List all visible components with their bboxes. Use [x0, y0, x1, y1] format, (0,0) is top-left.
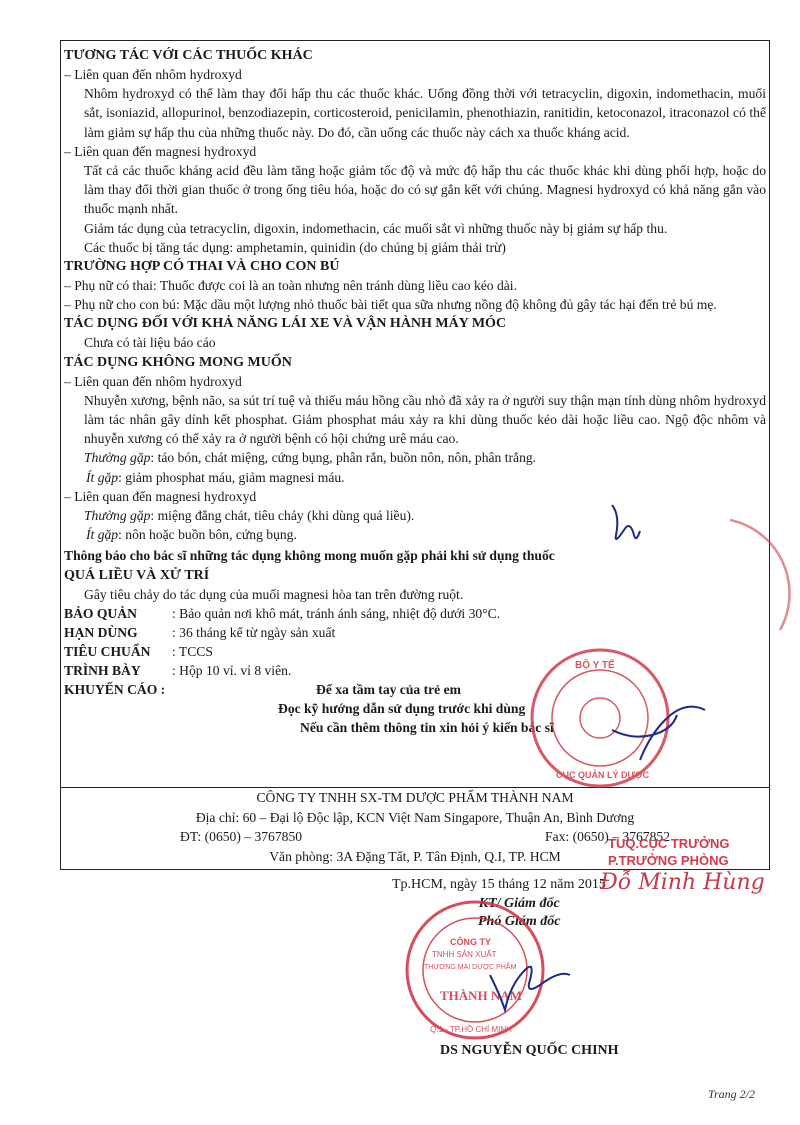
text-common: : miệng đắng chát, tiêu chảy (khi dùng quá liều).: [150, 508, 415, 524]
info-packaging: [64, 661, 766, 680]
interactions-mg-text2: Giảm tác dụng của tetracyclin, digoxin, indomethacin, các muối sắt vì những thuốc này bị giảm sự hấp thu.: [84, 220, 668, 236]
interactions-mg-text1: Tất cả các thuốc kháng acid đều làm tăng hoặc giảm tốc độ và mức độ hấp thu các thuốc khác khi dùng phối hợp, hoặc do làm thay đổi thời gian thuốc ở trong ống tiêu hóa, hoặc do có sự gắn kết với chúng. Magnesi hydroxyd có khả năng gắn vào thuốc mạnh nhất.: [84, 163, 766, 217]
company-phone: ĐT: (0650) – 3767850: [180, 829, 303, 844]
info-key: BẢO QUẢN: [64, 605, 137, 621]
side-effects-al-common: [64, 448, 766, 467]
label-common: Thường gặp: [84, 508, 151, 524]
info-storage: [64, 604, 766, 623]
label-rare: Ít gặp: [86, 469, 119, 485]
info-standard: [64, 642, 766, 661]
company-stamp-line3: THƯƠNG MẠI DƯỢC PHẨM: [424, 964, 517, 971]
ministry-stamp-bottom: CỤC QUẢN LÝ DƯỢC: [556, 770, 650, 780]
side-effects-al-rare: [64, 468, 766, 487]
warning-line2: Đọc kỹ hướng dẫn sử dụng trước khi dùng: [278, 700, 526, 716]
interactions-al-text: Nhôm hydroxyd có thể làm thay đổi hấp thu các thuốc khác. Uống đồng thời với tetracyclin, digoxin, indomethacin, muối sắt, isoniazid, allopurinol, benzodiazepin, corticosteroid, penicilamin, phenothiazin, ranitidin, ketoconazol, itraconazol có thể làm giảm sự hấp thu của những thuốc này. Do đó, cần uống các thuốc này cách xa thuốc kháng acid.: [84, 86, 766, 140]
interactions-mg-text3: Các thuốc bị tăng tác dụng: amphetamin, quinidin (do chúng bị giảm thải trừ): [84, 239, 506, 255]
department-signature: Đỗ Minh Hùng: [600, 870, 765, 895]
text-rare: : giảm phosphat máu, giảm magnesi máu.: [118, 469, 345, 485]
signer-name: DS NGUYỄN QUỐC CHINH: [440, 1043, 619, 1058]
department-stamp-line2: P.TRƯỞNG PHÒNG: [608, 853, 729, 868]
signature-date: Tp.HCM, ngày 15 tháng 12 năm 2015: [392, 877, 606, 892]
label-rare: Ít gặp: [86, 527, 119, 543]
department-stamp: [608, 835, 730, 869]
driving-text: Chưa có tài liệu báo cáo: [84, 335, 216, 351]
signature-title: [478, 895, 560, 931]
driving-title: TÁC DỤNG ĐỐI VỚI KHẢ NĂNG LÁI XE VÀ VẬN HÀNH MÁY MÓC: [64, 316, 507, 332]
info-value: : 36 tháng kể từ ngày sản xuất: [172, 624, 336, 640]
pregnancy-item2: – Phụ nữ cho con bú: Mặc dầu một lượng nhỏ thuốc bài tiết qua sữa nhưng nồng độ không đủ gây tác hại đến trẻ bú mẹ.: [64, 297, 717, 313]
signature-title2: Phó Giám đốc: [478, 914, 561, 929]
side-effects-mg-common: [64, 506, 766, 525]
ministry-stamp-top: BỘ Y TẾ: [575, 660, 615, 671]
warning-line1: Để xa tầm tay của trẻ em: [316, 681, 461, 697]
company-stamp-line2: TNHH SẢN XUẤT: [432, 950, 497, 959]
side-effects-al-heading: – Liên quan đến nhôm hydroxyd: [64, 373, 242, 389]
label-common: Thường gặp: [84, 450, 151, 466]
company-name: CÔNG TY TNHH SX-TM DƯỢC PHẨM THÀNH NAM: [256, 790, 574, 805]
interactions-title: TƯƠNG TÁC VỚI CÁC THUỐC KHÁC: [64, 48, 313, 63]
side-effects-title: TÁC DỤNG KHÔNG MONG MUỐN: [64, 354, 292, 370]
side-effects-mg-rare: [64, 525, 766, 544]
side-effects-mg-heading: – Liên quan đến magnesi hydroxyd: [64, 488, 257, 504]
pregnancy-title: TRƯỜNG HỢP CÓ THAI VÀ CHO CON BÚ: [64, 259, 340, 275]
overdose-text: Gây tiêu chảy do tác dụng của muối magnesi hòa tan trên đường ruột.: [84, 586, 464, 602]
side-effects-al-text: Nhuyễn xương, bệnh não, sa sút trí tuệ và thiếu máu hồng cầu nhỏ đã xảy ra ở người suy thận mạn tính dùng nhôm hydroxyd làm tác nhân gây dính kết phosphat. Giảm phosphat máu xảy ra khi dùng thuốc kéo dài hoặc liều cao. Ngộ độc nhôm và nhuyễn xương có thể xảy ra ở người bệnh có hội chứng urê máu cao.: [84, 392, 766, 447]
company-stamp-line1: CÔNG TY: [450, 937, 492, 947]
interactions-mg-heading: – Liên quan đến magnesi hydroxyd: [64, 143, 257, 159]
warning-block: [64, 680, 766, 738]
info-value: : Hộp 10 vỉ. vỉ 8 viên.: [172, 662, 292, 678]
department-stamp-line1: TUQ.CỤC TRƯỞNG: [608, 836, 730, 851]
page-number: Trang 2/2: [708, 1087, 756, 1101]
warning-line3: Nếu cần thêm thông tin xin hỏi ý kiến bác sĩ: [300, 719, 554, 735]
text-common: : táo bón, chát miệng, cứng bụng, phân rắn, buồn nôn, nôn, phân trắng.: [150, 450, 537, 466]
info-key: TRÌNH BÀY: [64, 662, 141, 678]
info-key: TIÊU CHUẨN: [64, 643, 151, 659]
info-key: HẠN DÙNG: [64, 624, 138, 640]
company-stamp-line4: THÀNH NAM: [440, 988, 522, 1003]
text-rare: : nôn hoặc buồn bôn, cứng bụng.: [118, 527, 297, 543]
pregnancy-item1: – Phụ nữ có thai: Thuốc được coi là an toàn nhưng nên tránh dùng liều cao kéo dài.: [64, 278, 517, 294]
signature-title1: KT/ Giám đốc: [478, 896, 560, 911]
info-value: : Bảo quản nơi khô mát, tránh ánh sáng, nhiệt độ dưới 30°C.: [172, 605, 501, 621]
company-stamp-ring: Q.1 - TP.HỒ CHÍ MINH: [430, 1025, 512, 1034]
document-body: [64, 46, 766, 738]
overdose-title: QUÁ LIỀU VÀ XỬ TRÍ: [64, 567, 210, 583]
signature-mark-3: [490, 967, 570, 1010]
info-expiry: [64, 623, 766, 642]
company-address: Địa chỉ: 60 – Đại lộ Độc lập, KCN Việt Nam Singapore, Thuận An, Bình Dương: [195, 809, 635, 825]
warning-label: KHUYẾN CÁO :: [64, 681, 166, 697]
info-value: : TCCS: [172, 643, 213, 659]
interactions-al-heading: – Liên quan đến nhôm hydroxyd: [64, 67, 242, 82]
company-fax: Fax: (0650) – 3767852: [545, 829, 670, 844]
side-effects-notice: Thông báo cho bác sĩ những tác dụng không mong muốn gặp phải khi sử dụng thuốc: [64, 548, 555, 564]
company-office: Văn phòng: 3A Đặng Tất, P. Tân Định, Q.I, TP. HCM: [269, 848, 561, 864]
